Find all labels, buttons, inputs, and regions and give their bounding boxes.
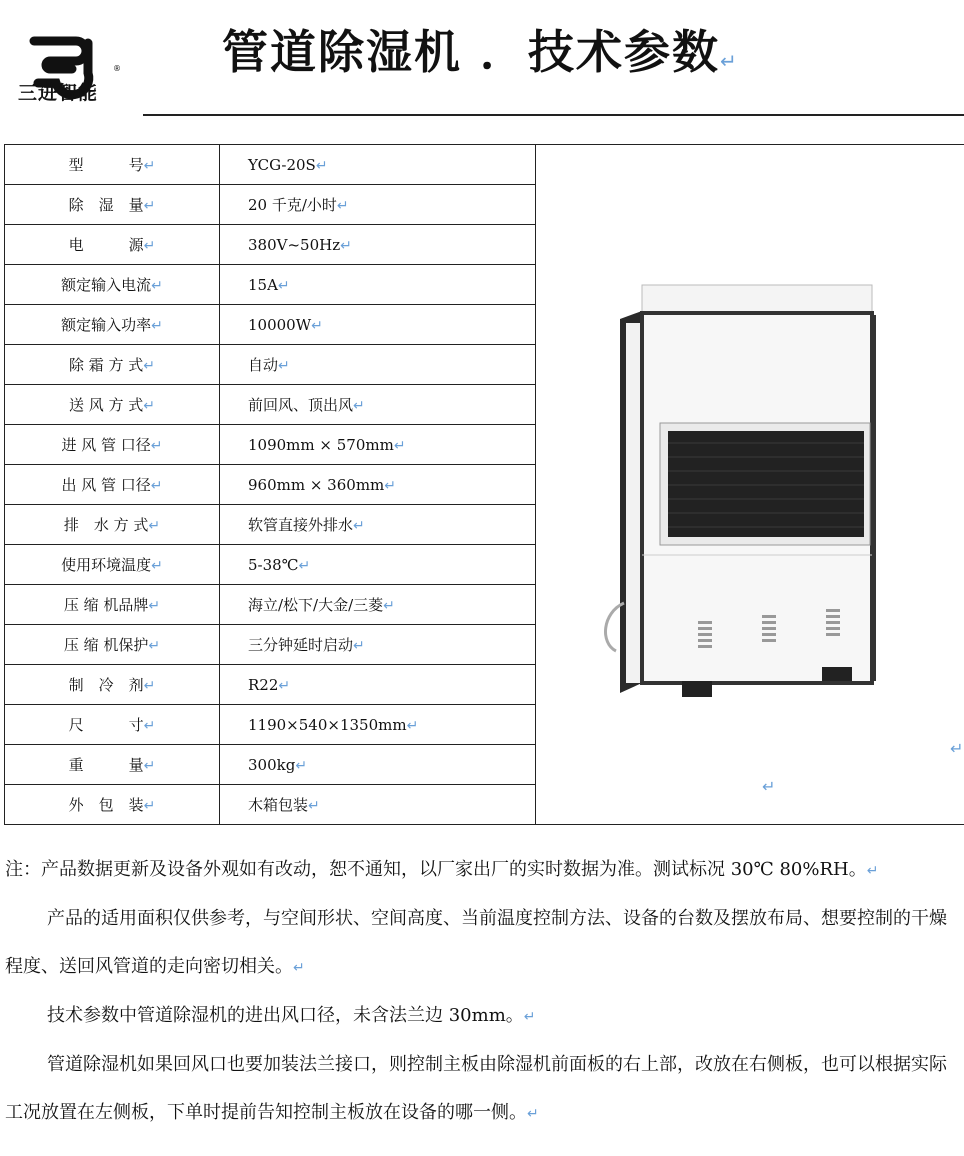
page-title-text: 管道除湿机 ．技术参数 [222,25,721,79]
spec-value: 15A↵ [220,265,536,305]
spec-value: 前回风、顶出风↵ [220,385,536,425]
page-title [222,16,739,82]
dehumidifier-product-icon [602,283,902,703]
spec-value: 1090mm × 570mm↵ [220,425,536,465]
spec-value: 10000W↵ [220,305,536,345]
notes-section [5,846,950,1138]
logo-text: 三进智能 [18,82,99,104]
spec-label: 出 风 管 口径↵ [5,465,220,505]
header-divider [143,114,964,116]
spec-value: R22↵ [220,665,536,705]
return-mark-icon: ↵ [950,739,964,758]
spec-value: 软管直接外排水↵ [220,505,536,545]
spec-label: 额定输入功率↵ [5,305,220,345]
return-mark-icon: ↵ [762,777,776,796]
note-paragraph: 产品的适用面积仅供参考，与空间形状、空间高度、当前温度控制方法、设备的台数及摆放布局、想要控制的干燥程度、送回风管道的走向密切相关。↵ [5,908,947,977]
spec-value: 海立/松下/大金/三菱↵ [220,585,536,625]
spec-value: 5-38℃↵ [220,545,536,585]
spec-value: 木箱包装↵ [220,785,536,825]
spec-label: 外 包 装↵ [5,785,220,825]
spec-value: 自动↵ [220,345,536,385]
spec-label: 除 湿 量↵ [5,185,220,225]
spec-label: 压 缩 机保护↵ [5,625,220,665]
spec-value: YCG-20S↵ [220,145,536,185]
spec-label: 重 量↵ [5,745,220,785]
registered-mark: ® [113,64,121,73]
spec-value: 380V~50Hz↵ [220,225,536,265]
spec-value: 960mm × 360mm↵ [220,465,536,505]
note-paragraph: 管道除湿机如果回风口也要加装法兰接口，则控制主板由除湿机前面板的右上部，改放在右侧板，也可以根据实际工况放置在左侧板，下单时提前告知控制主板放在设备的哪一侧。↵ [5,1054,947,1123]
spec-label: 型 号↵ [5,145,220,185]
spec-value: 20 千克/小时↵ [220,185,536,225]
spec-label: 尺 寸↵ [5,705,220,745]
spec-label: 电 源↵ [5,225,220,265]
spec-label: 除 霜 方 式↵ [5,345,220,385]
spec-label: 使用环境温度↵ [5,545,220,585]
spec-label: 送 风 方 式↵ [5,385,220,425]
spec-label: 制 冷 剂↵ [5,665,220,705]
spec-label: 排 水 方 式↵ [5,505,220,545]
product-image-cell [536,145,964,825]
return-mark-icon: ↵ [720,49,739,73]
spec-value: 300kg↵ [220,745,536,785]
note-paragraph: 技术参数中管道除湿机的进出风口径，未含法兰边 30mm。↵ [47,1005,536,1026]
spec-label: 额定输入电流↵ [5,265,220,305]
spec-value: 三分钟延时启动↵ [220,625,536,665]
spec-value: 1190×540×1350mm↵ [220,705,536,745]
spec-table [4,144,964,825]
spec-row [5,145,964,185]
note-paragraph: 注：产品数据更新及设备外观如有改动，恕不通知，以厂家出厂的实时数据为准。测试标况 30℃ 80%RH。↵ [5,859,879,880]
spec-label: 压 缩 机品牌↵ [5,585,220,625]
spec-label: 进 风 管 口径↵ [5,425,220,465]
